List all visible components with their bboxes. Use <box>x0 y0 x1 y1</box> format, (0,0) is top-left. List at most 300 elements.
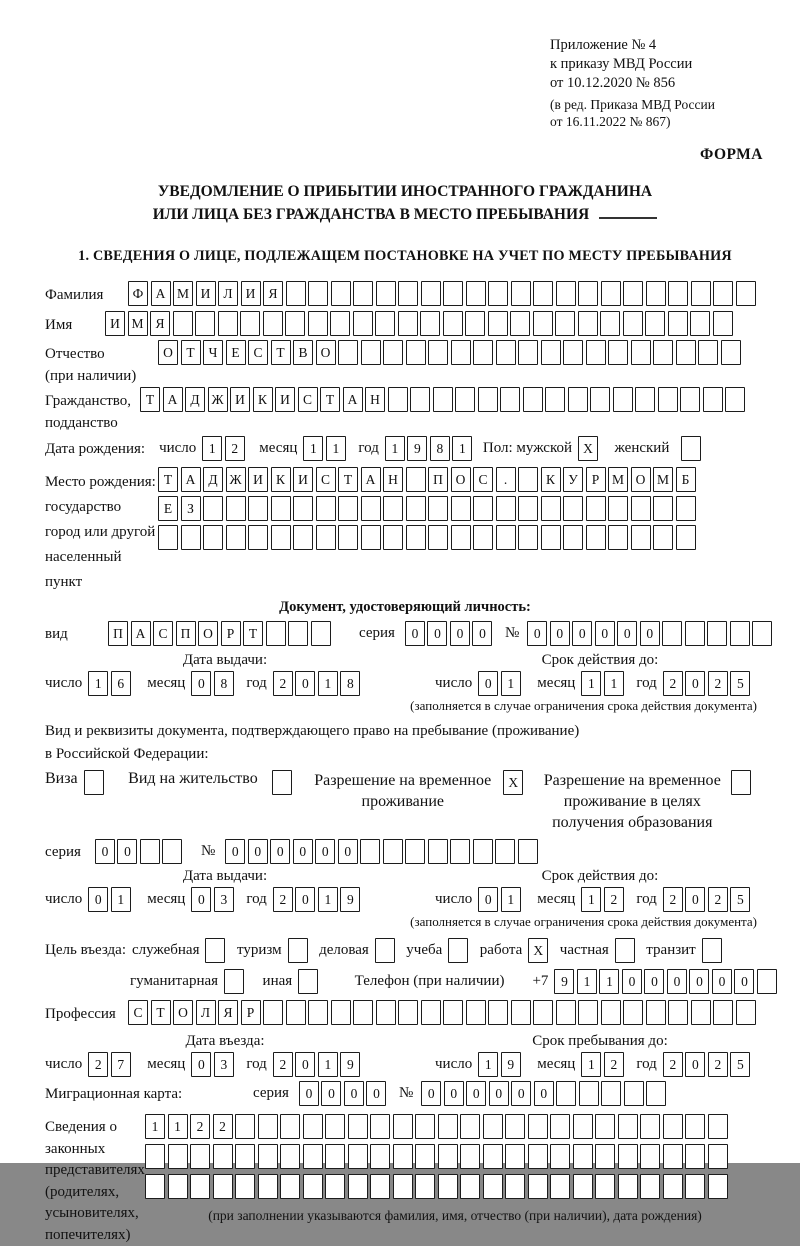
cell[interactable] <box>288 621 308 646</box>
cell[interactable] <box>518 525 538 550</box>
cell[interactable] <box>376 281 396 306</box>
cell[interactable]: 0 <box>315 839 335 864</box>
cell[interactable]: Е <box>158 496 178 521</box>
cell[interactable] <box>433 387 453 412</box>
cell[interactable]: 0 <box>248 839 268 864</box>
cell[interactable]: 1 <box>385 436 405 461</box>
cell[interactable]: 0 <box>685 671 705 696</box>
cell[interactable] <box>213 1174 233 1199</box>
cell[interactable]: 0 <box>321 1081 341 1106</box>
cell[interactable] <box>383 496 403 521</box>
cell[interactable] <box>455 387 475 412</box>
cell[interactable] <box>518 839 538 864</box>
cell[interactable] <box>595 1114 615 1139</box>
cell[interactable] <box>640 1174 660 1199</box>
cell[interactable] <box>496 496 516 521</box>
visa-checkbox[interactable] <box>84 770 107 795</box>
cell[interactable] <box>608 340 628 365</box>
cell[interactable] <box>496 525 516 550</box>
cell[interactable] <box>500 387 520 412</box>
cell[interactable] <box>145 1144 165 1169</box>
cell[interactable] <box>286 1000 306 1025</box>
entry-month-cells[interactable] <box>191 1052 236 1077</box>
cell[interactable] <box>730 621 750 646</box>
cell[interactable] <box>451 340 471 365</box>
cell[interactable] <box>550 1144 570 1169</box>
cell[interactable]: 0 <box>117 839 137 864</box>
cell[interactable] <box>376 1000 396 1025</box>
cell[interactable]: 9 <box>501 1052 521 1077</box>
cell[interactable] <box>698 340 718 365</box>
cell[interactable]: 0 <box>295 671 315 696</box>
cell[interactable] <box>473 525 493 550</box>
birth-day-cells[interactable] <box>202 436 247 461</box>
cell[interactable] <box>646 1000 666 1025</box>
cell[interactable] <box>353 311 373 336</box>
cell[interactable] <box>280 1144 300 1169</box>
cell[interactable] <box>353 281 373 306</box>
cell[interactable] <box>361 340 381 365</box>
purpose-official-checkbox[interactable] <box>205 938 228 963</box>
cell[interactable]: И <box>105 311 125 336</box>
cell[interactable] <box>731 770 751 795</box>
cell[interactable] <box>405 839 425 864</box>
cell[interactable] <box>286 281 306 306</box>
cell[interactable]: 2 <box>225 436 245 461</box>
cell[interactable]: 0 <box>644 969 664 994</box>
cell[interactable] <box>690 311 710 336</box>
cell[interactable] <box>224 969 244 994</box>
purpose-business-checkbox[interactable] <box>375 938 398 963</box>
cell[interactable]: 0 <box>450 621 470 646</box>
cell[interactable]: С <box>316 467 336 492</box>
cell[interactable]: Д <box>203 467 223 492</box>
cell[interactable] <box>685 1174 705 1199</box>
cell[interactable] <box>685 1114 705 1139</box>
cell[interactable] <box>190 1174 210 1199</box>
entry-year-cells[interactable] <box>273 1052 363 1077</box>
cell[interactable]: 2 <box>273 671 293 696</box>
cell[interactable] <box>84 770 104 795</box>
cell[interactable]: 0 <box>640 621 660 646</box>
purpose-humanitarian-checkbox[interactable] <box>224 969 247 994</box>
cell[interactable] <box>338 496 358 521</box>
cell[interactable]: О <box>173 1000 193 1025</box>
cell[interactable]: 1 <box>581 887 601 912</box>
cell[interactable]: Р <box>586 467 606 492</box>
cell[interactable]: 0 <box>338 839 358 864</box>
doc-kind-cells[interactable] <box>108 621 333 646</box>
cell[interactable]: 0 <box>527 621 547 646</box>
cell[interactable] <box>505 1174 525 1199</box>
cell[interactable]: 1 <box>577 969 597 994</box>
cell[interactable]: И <box>248 467 268 492</box>
cell[interactable] <box>348 1114 368 1139</box>
cell[interactable]: 0 <box>534 1081 554 1106</box>
cell[interactable]: 1 <box>581 671 601 696</box>
cell[interactable]: 1 <box>303 436 323 461</box>
cell[interactable] <box>213 1144 233 1169</box>
cell[interactable]: 0 <box>295 1052 315 1077</box>
cell[interactable] <box>375 311 395 336</box>
cell[interactable] <box>601 1081 621 1106</box>
cell[interactable] <box>293 525 313 550</box>
cell[interactable] <box>623 1000 643 1025</box>
cell[interactable]: О <box>631 467 651 492</box>
cell[interactable] <box>488 1000 508 1025</box>
cell[interactable]: 2 <box>213 1114 233 1139</box>
cell[interactable] <box>195 311 215 336</box>
cell[interactable]: У <box>563 467 583 492</box>
cell[interactable] <box>713 1000 733 1025</box>
cell[interactable] <box>528 1114 548 1139</box>
cell[interactable] <box>623 281 643 306</box>
cell[interactable] <box>496 340 516 365</box>
cell[interactable]: Т <box>158 467 178 492</box>
cell[interactable] <box>668 281 688 306</box>
cell[interactable]: 0 <box>191 887 211 912</box>
issue-month-cells[interactable] <box>191 671 236 696</box>
permit-issue-month-cells[interactable] <box>191 887 236 912</box>
cell[interactable] <box>668 311 688 336</box>
cell[interactable]: А <box>151 281 171 306</box>
permit-valid-year-cells[interactable] <box>663 887 753 912</box>
cell[interactable] <box>713 311 733 336</box>
cell[interactable] <box>541 340 561 365</box>
cell[interactable]: 0 <box>685 1052 705 1077</box>
cell[interactable] <box>370 1144 390 1169</box>
cell[interactable] <box>168 1174 188 1199</box>
cell[interactable]: 9 <box>340 887 360 912</box>
cell[interactable]: 0 <box>617 621 637 646</box>
cell[interactable] <box>533 1000 553 1025</box>
cell[interactable] <box>360 839 380 864</box>
cell[interactable] <box>563 340 583 365</box>
cell[interactable] <box>383 839 403 864</box>
cell[interactable]: 0 <box>466 1081 486 1106</box>
cell[interactable] <box>263 311 283 336</box>
cell[interactable] <box>631 496 651 521</box>
cell[interactable] <box>595 1174 615 1199</box>
cell[interactable]: 1 <box>145 1114 165 1139</box>
cell[interactable] <box>263 1000 283 1025</box>
cell[interactable] <box>258 1114 278 1139</box>
cell[interactable] <box>428 839 448 864</box>
cell[interactable]: 3 <box>214 1052 234 1077</box>
cell[interactable]: 1 <box>318 887 338 912</box>
cell[interactable]: 2 <box>708 671 728 696</box>
cell[interactable]: П <box>176 621 196 646</box>
cell[interactable]: 0 <box>472 621 492 646</box>
cell[interactable] <box>248 496 268 521</box>
cell[interactable] <box>573 1174 593 1199</box>
cell[interactable] <box>590 387 610 412</box>
cell[interactable]: 0 <box>712 969 732 994</box>
cell[interactable]: 0 <box>734 969 754 994</box>
cell[interactable]: X <box>528 938 548 963</box>
cell[interactable] <box>398 281 418 306</box>
cell[interactable]: 8 <box>340 671 360 696</box>
cell[interactable]: А <box>181 467 201 492</box>
cell[interactable] <box>556 1000 576 1025</box>
cell[interactable] <box>181 525 201 550</box>
cell[interactable] <box>375 938 395 963</box>
cell[interactable] <box>203 525 223 550</box>
cell[interactable]: 1 <box>168 1114 188 1139</box>
cell[interactable]: А <box>163 387 183 412</box>
cell[interactable]: Р <box>241 1000 261 1025</box>
cell[interactable]: 2 <box>273 1052 293 1077</box>
cell[interactable] <box>325 1144 345 1169</box>
cell[interactable]: 2 <box>273 887 293 912</box>
cell[interactable] <box>483 1114 503 1139</box>
cell[interactable] <box>331 281 351 306</box>
cell[interactable] <box>393 1114 413 1139</box>
permit-valid-day-cells[interactable] <box>478 887 523 912</box>
cell[interactable]: 0 <box>427 621 447 646</box>
cell[interactable]: С <box>248 340 268 365</box>
cell[interactable] <box>613 387 633 412</box>
cell[interactable]: С <box>128 1000 148 1025</box>
cell[interactable] <box>586 340 606 365</box>
cell[interactable] <box>691 1000 711 1025</box>
cell[interactable] <box>523 387 543 412</box>
surname-cells[interactable] <box>128 281 758 306</box>
cell[interactable]: Л <box>196 1000 216 1025</box>
cell[interactable] <box>685 1144 705 1169</box>
cell[interactable]: Я <box>263 281 283 306</box>
stay-year-cells[interactable] <box>663 1052 753 1077</box>
cell[interactable] <box>271 496 291 521</box>
cell[interactable] <box>145 1174 165 1199</box>
cell[interactable] <box>579 1081 599 1106</box>
cell[interactable]: 9 <box>407 436 427 461</box>
cell[interactable] <box>190 1144 210 1169</box>
cell[interactable] <box>658 387 678 412</box>
cell[interactable] <box>511 1000 531 1025</box>
cell[interactable] <box>443 311 463 336</box>
cell[interactable] <box>640 1114 660 1139</box>
purpose-tourism-checkbox[interactable] <box>288 938 311 963</box>
cell[interactable] <box>438 1114 458 1139</box>
valid-day-cells[interactable] <box>478 671 523 696</box>
cell[interactable] <box>466 1000 486 1025</box>
cell[interactable] <box>338 340 358 365</box>
cell[interactable] <box>298 969 318 994</box>
cell[interactable]: 0 <box>366 1081 386 1106</box>
cell[interactable] <box>600 311 620 336</box>
cell[interactable] <box>383 340 403 365</box>
cell[interactable]: Ф <box>128 281 148 306</box>
cell[interactable] <box>505 1114 525 1139</box>
doc-series-cells[interactable] <box>405 621 495 646</box>
cell[interactable] <box>473 340 493 365</box>
cell[interactable] <box>205 938 225 963</box>
cell[interactable] <box>393 1144 413 1169</box>
cell[interactable]: 6 <box>111 671 131 696</box>
cell[interactable]: 1 <box>599 969 619 994</box>
cell[interactable] <box>388 387 408 412</box>
residence-permit-checkbox[interactable] <box>272 770 295 795</box>
cell[interactable]: 1 <box>501 887 521 912</box>
cell[interactable] <box>173 311 193 336</box>
cell[interactable] <box>451 525 471 550</box>
cell[interactable]: 0 <box>295 887 315 912</box>
cell[interactable]: 8 <box>430 436 450 461</box>
cell[interactable] <box>757 969 777 994</box>
cell[interactable] <box>653 525 673 550</box>
cell[interactable] <box>406 525 426 550</box>
cell[interactable] <box>303 1174 323 1199</box>
cell[interactable] <box>631 340 651 365</box>
cell[interactable]: 1 <box>88 671 108 696</box>
cell[interactable]: С <box>473 467 493 492</box>
cell[interactable]: 0 <box>191 1052 211 1077</box>
cell[interactable]: 5 <box>730 671 750 696</box>
cell[interactable]: 2 <box>663 1052 683 1077</box>
cell[interactable]: 1 <box>111 887 131 912</box>
cell[interactable] <box>353 1000 373 1025</box>
cell[interactable] <box>736 1000 756 1025</box>
birth-year-cells[interactable] <box>385 436 475 461</box>
representatives-cells-row2[interactable] <box>145 1144 730 1169</box>
cell[interactable]: К <box>271 467 291 492</box>
cell[interactable]: Б <box>676 467 696 492</box>
cell[interactable]: И <box>275 387 295 412</box>
cell[interactable] <box>681 436 701 461</box>
cell[interactable] <box>736 281 756 306</box>
cell[interactable] <box>708 1114 728 1139</box>
cell[interactable]: 2 <box>708 1052 728 1077</box>
cell[interactable] <box>406 496 426 521</box>
cell[interactable]: 0 <box>667 969 687 994</box>
cell[interactable] <box>563 525 583 550</box>
cell[interactable] <box>235 1174 255 1199</box>
cell[interactable] <box>541 496 561 521</box>
edu-permit-checkbox[interactable] <box>731 770 754 795</box>
cell[interactable]: 1 <box>501 671 521 696</box>
cell[interactable]: 1 <box>202 436 222 461</box>
cell[interactable] <box>676 340 696 365</box>
cell[interactable] <box>555 311 575 336</box>
cell[interactable] <box>707 621 727 646</box>
cell[interactable] <box>618 1174 638 1199</box>
cell[interactable] <box>168 1144 188 1169</box>
cell[interactable] <box>653 496 673 521</box>
cell[interactable] <box>370 1114 390 1139</box>
cell[interactable]: Д <box>185 387 205 412</box>
cell[interactable] <box>646 281 666 306</box>
cell[interactable] <box>316 525 336 550</box>
cell[interactable] <box>488 311 508 336</box>
cell[interactable]: 0 <box>689 969 709 994</box>
cell[interactable] <box>460 1174 480 1199</box>
cell[interactable] <box>240 311 260 336</box>
cell[interactable] <box>563 496 583 521</box>
cell[interactable] <box>545 387 565 412</box>
cell[interactable] <box>331 1000 351 1025</box>
cell[interactable]: 9 <box>340 1052 360 1077</box>
cell[interactable]: 2 <box>88 1052 108 1077</box>
cell[interactable] <box>668 1000 688 1025</box>
cell[interactable]: 0 <box>444 1081 464 1106</box>
cell[interactable]: 0 <box>344 1081 364 1106</box>
cell[interactable] <box>518 496 538 521</box>
cell[interactable] <box>226 496 246 521</box>
cell[interactable]: М <box>173 281 193 306</box>
cell[interactable] <box>311 621 331 646</box>
stay-month-cells[interactable] <box>581 1052 626 1077</box>
cell[interactable] <box>308 311 328 336</box>
cell[interactable]: И <box>196 281 216 306</box>
cell[interactable] <box>466 281 486 306</box>
cell[interactable]: И <box>241 281 261 306</box>
cell[interactable] <box>460 1144 480 1169</box>
cell[interactable] <box>325 1114 345 1139</box>
cell[interactable]: Т <box>271 340 291 365</box>
cell[interactable] <box>550 1174 570 1199</box>
cell[interactable]: Ч <box>203 340 223 365</box>
cell[interactable] <box>573 1144 593 1169</box>
cell[interactable] <box>595 1144 615 1169</box>
cell[interactable] <box>676 525 696 550</box>
cell[interactable]: К <box>541 467 561 492</box>
cell[interactable] <box>443 281 463 306</box>
cell[interactable] <box>330 311 350 336</box>
doc-number-cells[interactable] <box>527 621 775 646</box>
cell[interactable]: 0 <box>191 671 211 696</box>
cell[interactable] <box>653 340 673 365</box>
cell[interactable] <box>556 1081 576 1106</box>
cell[interactable] <box>421 1000 441 1025</box>
cell[interactable] <box>663 1114 683 1139</box>
cell[interactable]: 1 <box>318 671 338 696</box>
cell[interactable]: 0 <box>595 621 615 646</box>
cell[interactable]: К <box>253 387 273 412</box>
cell[interactable] <box>615 938 635 963</box>
cell[interactable]: 7 <box>111 1052 131 1077</box>
cell[interactable] <box>258 1174 278 1199</box>
cell[interactable]: Ж <box>226 467 246 492</box>
cell[interactable] <box>586 525 606 550</box>
cell[interactable] <box>518 467 538 492</box>
permit-issue-year-cells[interactable] <box>273 887 363 912</box>
cell[interactable] <box>586 496 606 521</box>
cell[interactable] <box>140 839 160 864</box>
cell[interactable] <box>473 839 493 864</box>
cell[interactable] <box>518 340 538 365</box>
cell[interactable] <box>158 525 178 550</box>
cell[interactable] <box>721 340 741 365</box>
cell[interactable]: 0 <box>478 887 498 912</box>
cell[interactable] <box>162 839 182 864</box>
cell[interactable]: 2 <box>604 1052 624 1077</box>
cell[interactable] <box>266 621 286 646</box>
cell[interactable] <box>406 340 426 365</box>
cell[interactable]: 0 <box>270 839 290 864</box>
cell[interactable] <box>703 387 723 412</box>
cell[interactable]: Я <box>218 1000 238 1025</box>
cell[interactable] <box>415 1174 435 1199</box>
cell[interactable] <box>702 938 722 963</box>
cell[interactable] <box>393 1174 413 1199</box>
entry-day-cells[interactable] <box>88 1052 133 1077</box>
cell[interactable]: . <box>496 467 516 492</box>
cell[interactable] <box>568 387 588 412</box>
cell[interactable] <box>608 496 628 521</box>
temp-permit-checkbox[interactable] <box>503 770 526 795</box>
cell[interactable]: О <box>198 621 218 646</box>
